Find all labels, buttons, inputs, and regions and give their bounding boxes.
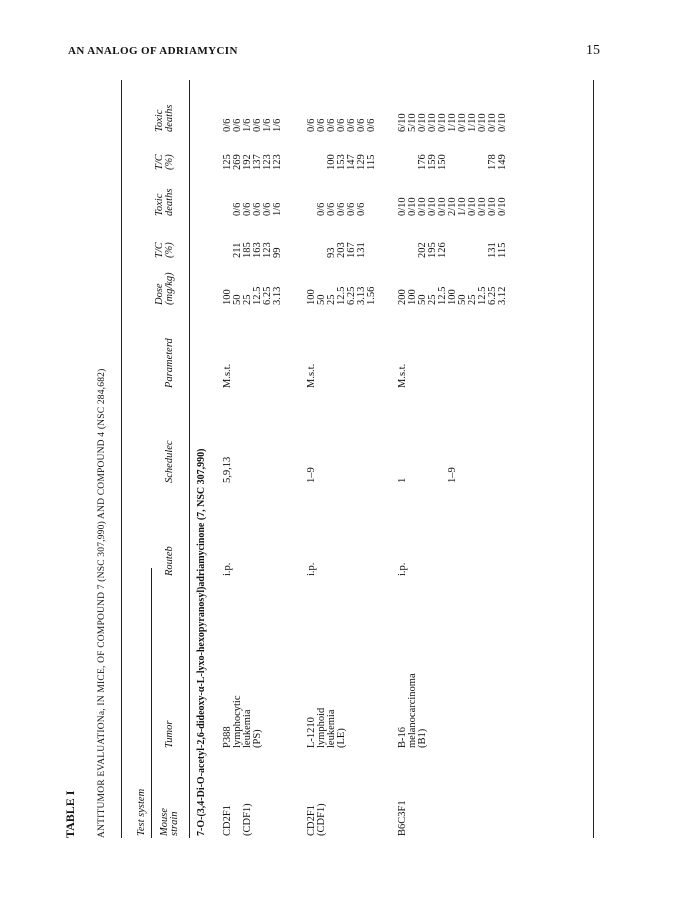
compound-title: 7-O-(3,4-Di-O-acetyl-2,6-dideoxy-α-L-lyxo-hexopyranosyl)adriamycinone (7, NSC 307,990) — [196, 448, 207, 836]
block-2-tc1: 93 203 167 131 — [326, 242, 367, 258]
block-1-toxic2: 0/6 0/6 1/6 0/6 1/6 1/6 — [222, 118, 283, 132]
block-1-tumor: P388 lymphocytic leukemia (PS) — [222, 695, 263, 748]
col-header-tc1: T/C (%) — [154, 242, 175, 258]
col-header-tc2: T/C (%) — [154, 154, 175, 170]
rotated-table — [65, 80, 595, 838]
col-header-dose: Dose (mg/kg) — [154, 272, 175, 305]
block-2-parameter: M.s.t. — [306, 363, 317, 388]
col-header-mouse-strain: Mouse strain — [159, 808, 180, 836]
block-3-parameter: M.s.t. — [397, 363, 408, 388]
block-1-toxic1: 0/6 0/6 0/6 0/6 1/6 — [232, 202, 283, 216]
block-2-route: i.p. — [306, 562, 317, 576]
running-header: AN ANALOG OF ADRIAMYCIN — [68, 45, 238, 57]
col-header-schedule: Schedulec — [164, 440, 175, 483]
block-3-tc1: 202 195 126 131 115 — [417, 242, 508, 258]
block-3-toxic2: 6/10 5/10 0/10 0/10 0/10 1/10 0/10 1/10 0/10 0/10 0/10 — [397, 113, 508, 132]
group-rule — [151, 568, 152, 838]
block-3-route: i.p. — [397, 562, 408, 576]
page-number: 15 — [586, 43, 600, 58]
block-2-strain: CD2F1 (CDF1) — [306, 803, 327, 836]
group-header: Test system — [136, 788, 147, 836]
top-rule — [121, 80, 122, 838]
block-1-schedule: 5,9,13 — [222, 456, 233, 483]
block-2-tc2: 100 153 147 129 115 — [326, 154, 377, 170]
block-3-strain: B6C3F1 — [397, 800, 408, 836]
block-2-toxic1: 0/6 0/6 0/6 0/6 0/6 — [316, 202, 367, 216]
block-1-parameter: M.s.t. — [222, 363, 233, 388]
block-3-schedule: 1 1–9 — [397, 467, 458, 483]
bottom-rule — [593, 80, 594, 838]
block-2-tumor: L-1210 lymphoid leukemia (LE) — [306, 707, 347, 748]
block-1-dose: 100 50 25 12.5 6.25 3.13 — [222, 286, 283, 305]
block-2-dose: 100 50 25 12.5 6.25 3.13 1.56 — [306, 286, 377, 305]
table-caption: ANTITUMOR EVALUATIONa, IN MICE, OF COMPOUND 7 (NSC 307,990) AND COMPOUND 4 (NSC 284,682) — [97, 368, 107, 838]
block-2-toxic2: 0/6 0/6 0/6 0/6 0/6 0/6 0/6 — [306, 118, 377, 132]
block-2-schedule: 1–9 — [306, 467, 317, 483]
block-3-toxic1: 0/10 0/10 0/10 0/10 0/10 2/10 1/10 0/10 0/10 0/10 0/10 — [397, 197, 508, 216]
col-header-parameter: Parameterd — [164, 338, 175, 388]
block-3-dose: 200 100 50 25 12.5 100 50 25 12.5 6.25 3.12 — [397, 286, 508, 305]
block-3-tumor: B-16 melanocarcinoma (B1) — [397, 673, 428, 748]
block-1-tc2: 125 269 192 137 123 123 — [222, 154, 283, 170]
block-1-strain: CD2F1 (CDF1) — [222, 803, 253, 836]
block-1-route: i.p. — [222, 562, 233, 576]
block-3-tc2: 176 159 150 178 149 — [417, 154, 508, 170]
table-label: TABLE I — [63, 790, 77, 838]
col-header-toxic1: Toxic deaths — [154, 188, 175, 216]
col-header-route: Routeb — [164, 546, 175, 576]
col-header-toxic2: Toxic deaths — [154, 104, 175, 132]
block-1-tc1: 211 185 163 123 99 — [232, 242, 283, 258]
col-header-tumor: Tumor — [164, 720, 175, 748]
header-rule — [189, 80, 190, 838]
